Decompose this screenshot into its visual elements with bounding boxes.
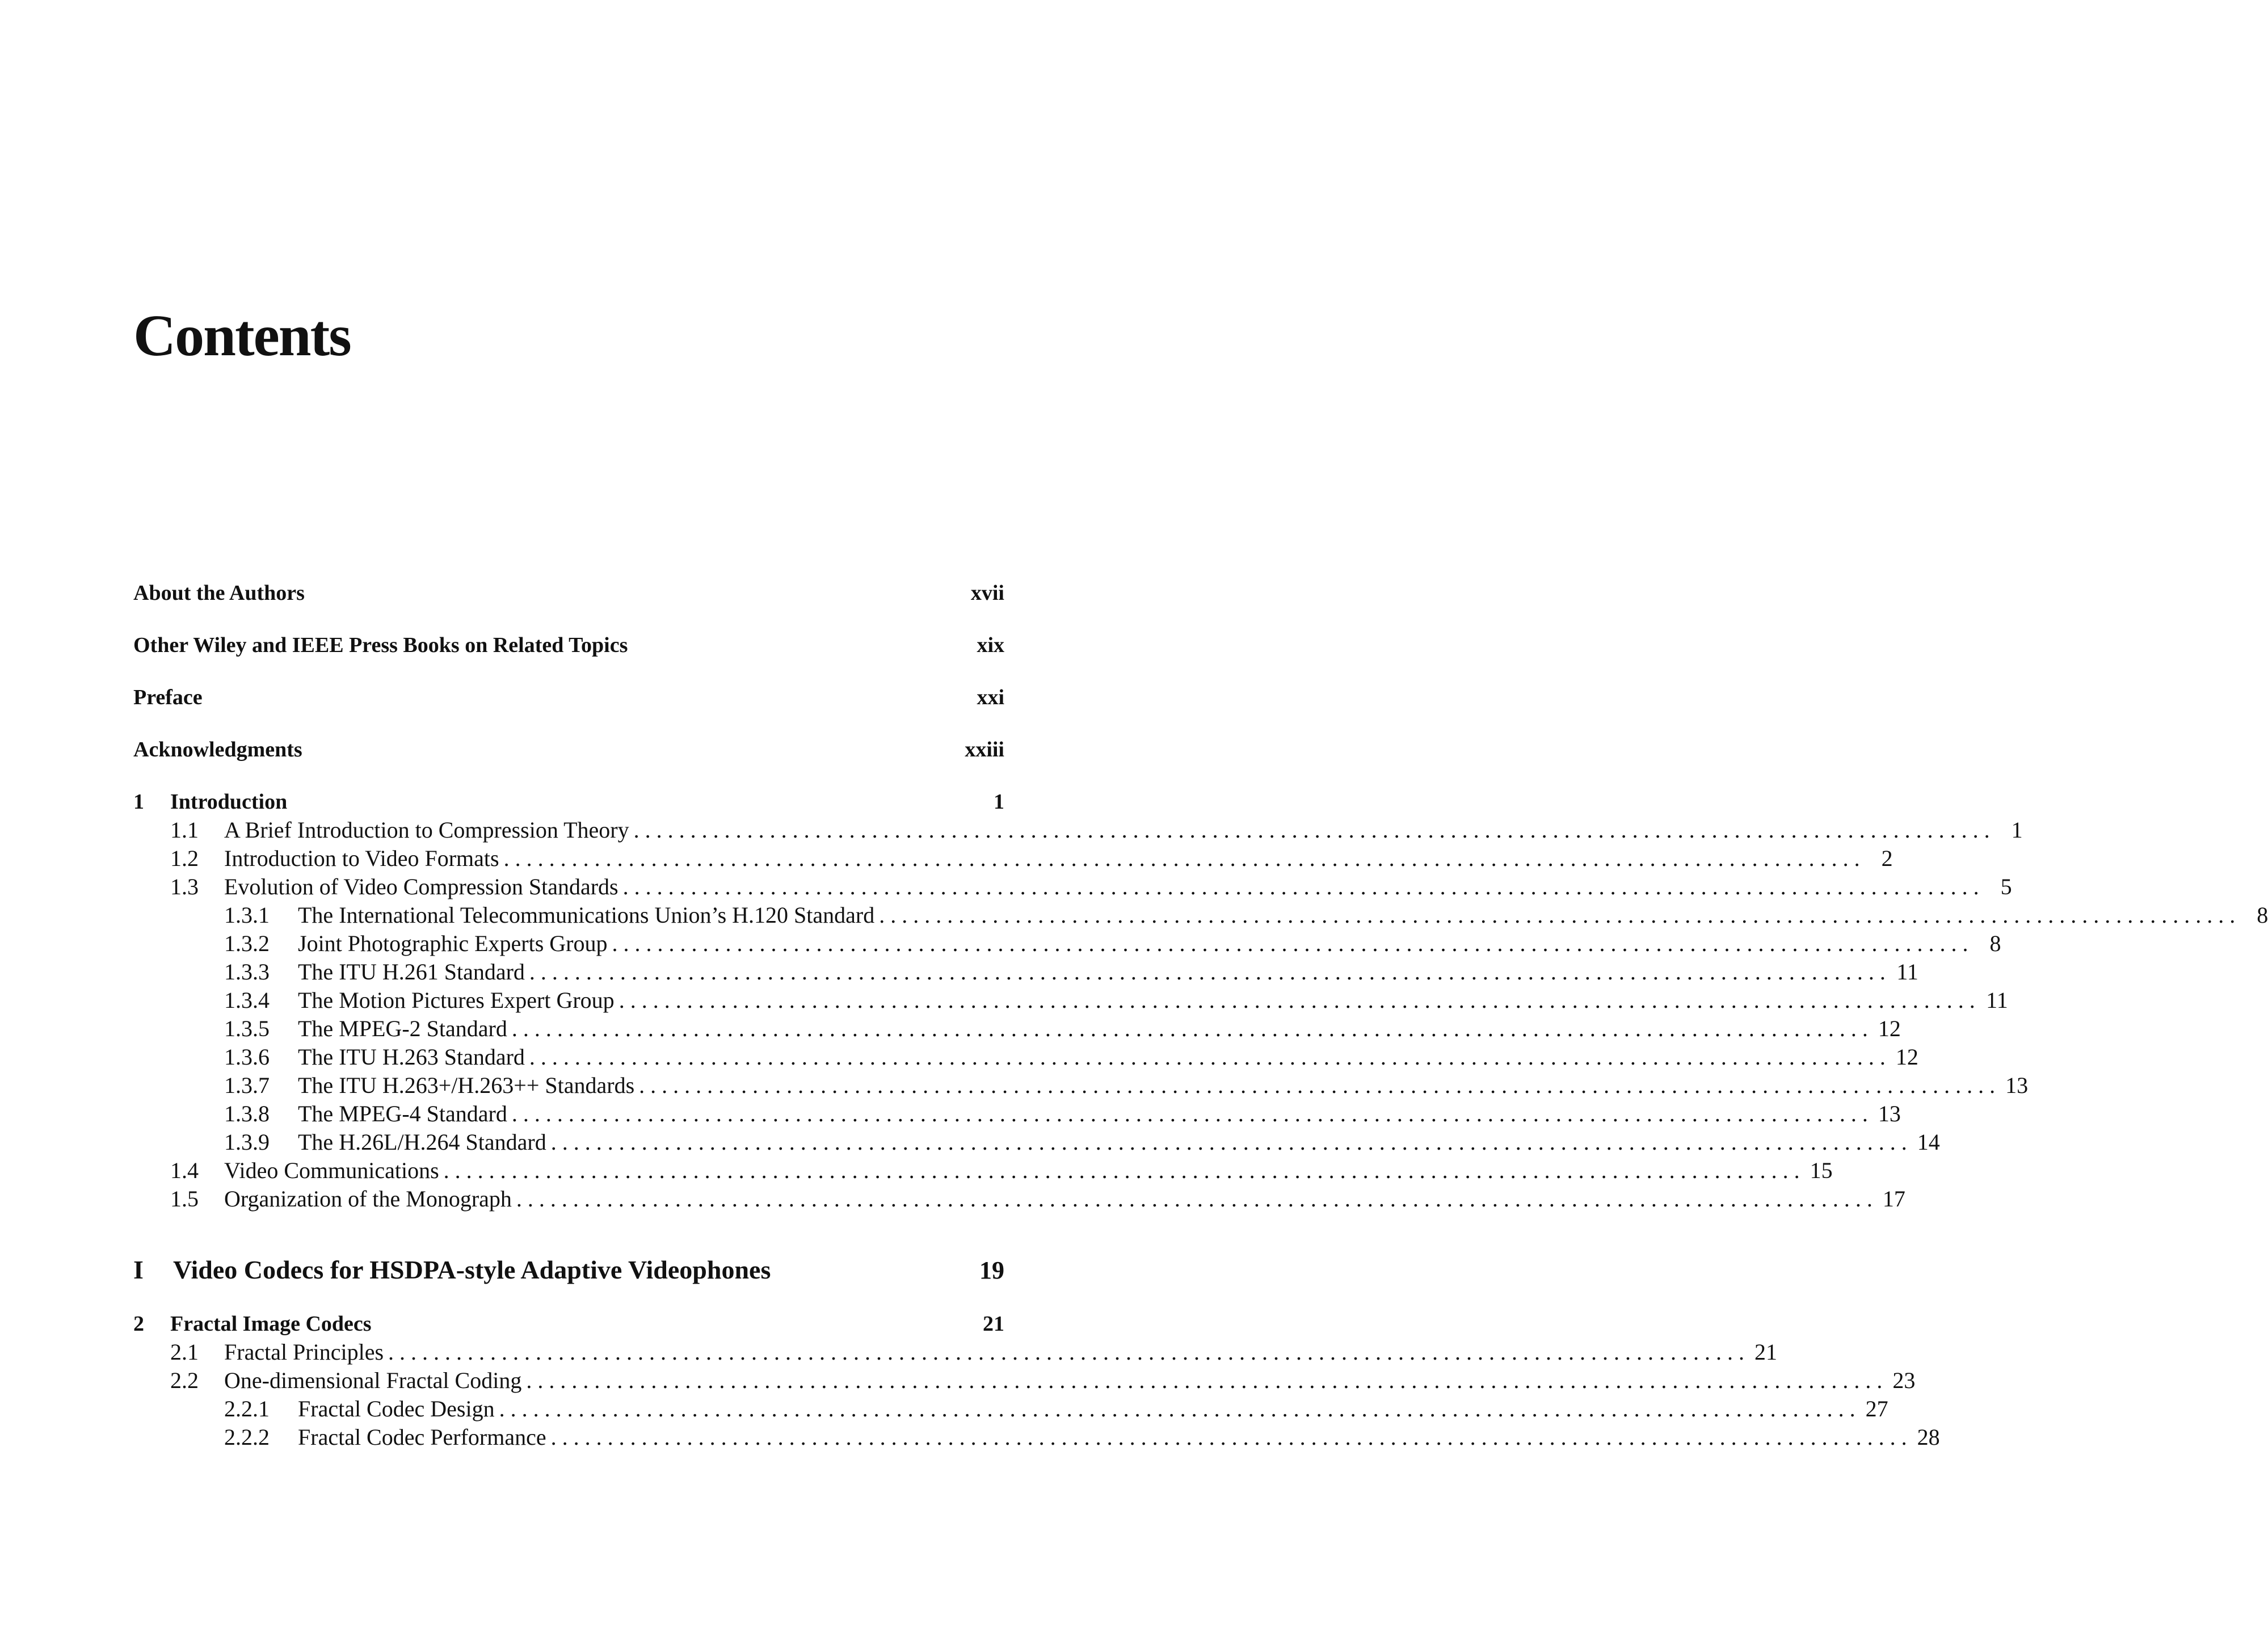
entry-title: Video Codecs for HSDPA-style Adaptive Videophones [173, 1255, 771, 1284]
entry-page-number: 27 [1865, 1396, 1888, 1421]
entry-number: 1.3.9 [224, 1129, 270, 1155]
entry-page-number: 2 [1881, 846, 1893, 871]
table-of-contents [133, 579, 2268, 1452]
entry-number: 1.3.7 [224, 1073, 270, 1098]
dot-leader: ........................................................................................................................ [499, 1396, 1861, 1421]
toc-subsection-entry[interactable] [133, 901, 2268, 930]
dot-leader: ........................................................................................................................ [633, 817, 1996, 843]
entry-title: The ITU H.261 Standard [298, 959, 525, 985]
toc-section-entry[interactable] [133, 1366, 1916, 1395]
entry-page-number: 19 [979, 1256, 1004, 1284]
entry-title: The MPEG-4 Standard [298, 1101, 507, 1126]
toc-subsection-entry[interactable] [133, 1071, 2029, 1100]
toc-subsection-entry[interactable] [133, 1128, 1940, 1156]
entry-page-number: 21 [1754, 1339, 1778, 1365]
entry-title: The ITU H.263 Standard [298, 1044, 525, 1070]
entry-number: 1.3.1 [224, 902, 270, 928]
toc-front-entry[interactable] [133, 579, 1004, 607]
entry-page-number: 23 [1892, 1368, 1916, 1393]
dot-leader: ........................................................................................................................ [612, 931, 1974, 956]
entry-number: 1.3.4 [224, 987, 270, 1013]
entry-title: The H.26L/H.264 Standard [298, 1129, 546, 1155]
dot-leader: ........................................................................................................................ [529, 1044, 1891, 1070]
dot-leader: ........................................................................................................................ [388, 1339, 1751, 1365]
toc-part-entry[interactable] [133, 1253, 1004, 1287]
entry-number: 1.4 [170, 1158, 199, 1183]
front-matter-list [133, 579, 1004, 764]
toc-subsection-entry[interactable] [133, 1043, 1918, 1071]
entry-number: 2.2.2 [224, 1424, 270, 1450]
entry-page-number: 11 [1986, 987, 2008, 1013]
toc-subsection-entry[interactable] [133, 1423, 1940, 1452]
entry-title: The MPEG-2 Standard [298, 1016, 507, 1041]
part-1-block [133, 1253, 1004, 1287]
entry-page-number: 13 [2005, 1073, 2029, 1098]
toc-section-entry[interactable] [133, 873, 2012, 901]
entry-page-number: xxi [977, 685, 1004, 709]
toc-section-entry[interactable] [133, 844, 1893, 873]
dot-leader: ........................................................................................................................ [550, 1129, 1913, 1155]
dot-leader: ........................................................................................................................ [511, 1016, 1874, 1041]
toc-front-entry[interactable] [133, 735, 1004, 764]
entry-title: The ITU H.263+/H.263++ Standards [298, 1073, 635, 1098]
entry-page-number: 14 [1917, 1129, 1940, 1155]
toc-subsection-entry[interactable] [133, 1015, 1901, 1043]
entry-number: I [133, 1255, 144, 1284]
entry-number: 2.2 [170, 1368, 199, 1393]
entry-number: 1.3.2 [224, 931, 270, 956]
entry-title: Organization of the Monograph [224, 1186, 512, 1212]
entry-title: One-dimensional Fractal Coding [224, 1368, 522, 1393]
entry-page-number: 11 [1896, 959, 1918, 985]
dot-leader: ........................................................................................................................ [639, 1073, 2001, 1098]
entry-page-number: 17 [1882, 1186, 1905, 1212]
entry-number: 1.3.8 [224, 1101, 270, 1126]
entry-page-number: 5 [2000, 874, 2012, 899]
entry-page-number: 13 [1878, 1101, 1901, 1126]
entry-page-number: 1 [2011, 817, 2023, 843]
entry-page-number: xvii [970, 581, 1004, 605]
toc-front-entry[interactable] [133, 631, 1004, 659]
entry-title: Acknowledgments [133, 738, 302, 762]
entry-number: 1.1 [170, 817, 199, 843]
toc-subsection-entry[interactable] [133, 930, 2001, 958]
dot-leader: ........................................................................................................................ [443, 1158, 1806, 1183]
dot-leader: ........................................................................................................................ [529, 959, 1891, 985]
entry-number: 1.3.6 [224, 1044, 270, 1070]
dot-leader: ........................................................................................................................ [511, 1101, 1874, 1126]
entry-title: Introduction [170, 790, 288, 814]
entry-page-number: 8 [2257, 902, 2268, 928]
entry-number: 1.3.5 [224, 1016, 270, 1041]
entry-title: Fractal Image Codecs [170, 1312, 372, 1336]
entry-page-number: 12 [1878, 1016, 1901, 1041]
entry-page-number: 21 [983, 1312, 1004, 1336]
dot-leader: ........................................................................................................................ [550, 1424, 1913, 1450]
toc-chapter-entry[interactable] [133, 788, 1004, 816]
entry-number: 1.2 [170, 846, 199, 871]
chapter-1-block [133, 788, 2268, 1213]
entry-number: 1.5 [170, 1186, 199, 1212]
entry-page-number: 28 [1917, 1424, 1940, 1450]
entry-title: About the Authors [133, 581, 305, 605]
entry-page-number: xxiii [965, 738, 1004, 762]
entry-page-number: 1 [994, 790, 1004, 814]
entry-number: 1.3.3 [224, 959, 270, 985]
entry-number: 1.3 [170, 874, 199, 899]
toc-section-entry[interactable] [133, 1185, 1905, 1213]
entry-number: 1 [133, 790, 144, 814]
entry-page-number: 12 [1895, 1044, 1918, 1070]
dot-leader: ........................................................................................................................ [622, 874, 1985, 899]
toc-section-entry[interactable] [133, 1156, 1833, 1185]
toc-chapter-entry[interactable] [133, 1310, 1004, 1338]
toc-subsection-entry[interactable] [133, 1100, 1901, 1128]
entry-page-number: 15 [1810, 1158, 1833, 1183]
entry-title: Joint Photographic Experts Group [298, 931, 608, 956]
toc-section-entry[interactable] [133, 816, 2023, 844]
dot-leader: ........................................................................................................................ [516, 1186, 1878, 1212]
entry-title: The Motion Pictures Expert Group [298, 987, 615, 1013]
entry-title: Evolution of Video Compression Standards [224, 874, 618, 899]
entry-title: Other Wiley and IEEE Press Books on Related Topics [133, 633, 628, 657]
entry-page-number: xix [977, 633, 1004, 657]
dot-leader: ........................................................................................................................ [618, 987, 1981, 1013]
toc-section-entry[interactable] [133, 1338, 1778, 1366]
dot-leader: ........................................................................................................................ [503, 846, 1866, 871]
page-title: Contents [133, 303, 351, 368]
entry-title: A Brief Introduction to Compression Theory [224, 817, 629, 843]
entry-title: Fractal Codec Performance [298, 1424, 546, 1450]
entry-title: Introduction to Video Formats [224, 846, 499, 871]
toc-subsection-entry[interactable] [133, 958, 1918, 986]
dot-leader: ........................................................................................................................ [879, 902, 2241, 928]
toc-front-entry[interactable] [133, 683, 1004, 712]
entry-title: Fractal Principles [224, 1339, 384, 1365]
entry-title: Video Communications [224, 1158, 439, 1183]
toc-subsection-entry[interactable] [133, 1395, 1888, 1423]
entry-title: The International Telecommunications Union’s H.120 Standard [298, 902, 875, 928]
entry-number: 2.2.1 [224, 1396, 270, 1421]
toc-subsection-entry[interactable] [133, 986, 2008, 1015]
entry-number: 2 [133, 1312, 144, 1336]
entry-title: Fractal Codec Design [298, 1396, 495, 1421]
chapter-2-block [133, 1310, 1940, 1452]
entry-page-number: 8 [1989, 931, 2001, 956]
entry-number: 2.1 [170, 1339, 199, 1365]
dot-leader: ........................................................................................................................ [526, 1368, 1888, 1393]
entry-title: Preface [133, 685, 203, 709]
